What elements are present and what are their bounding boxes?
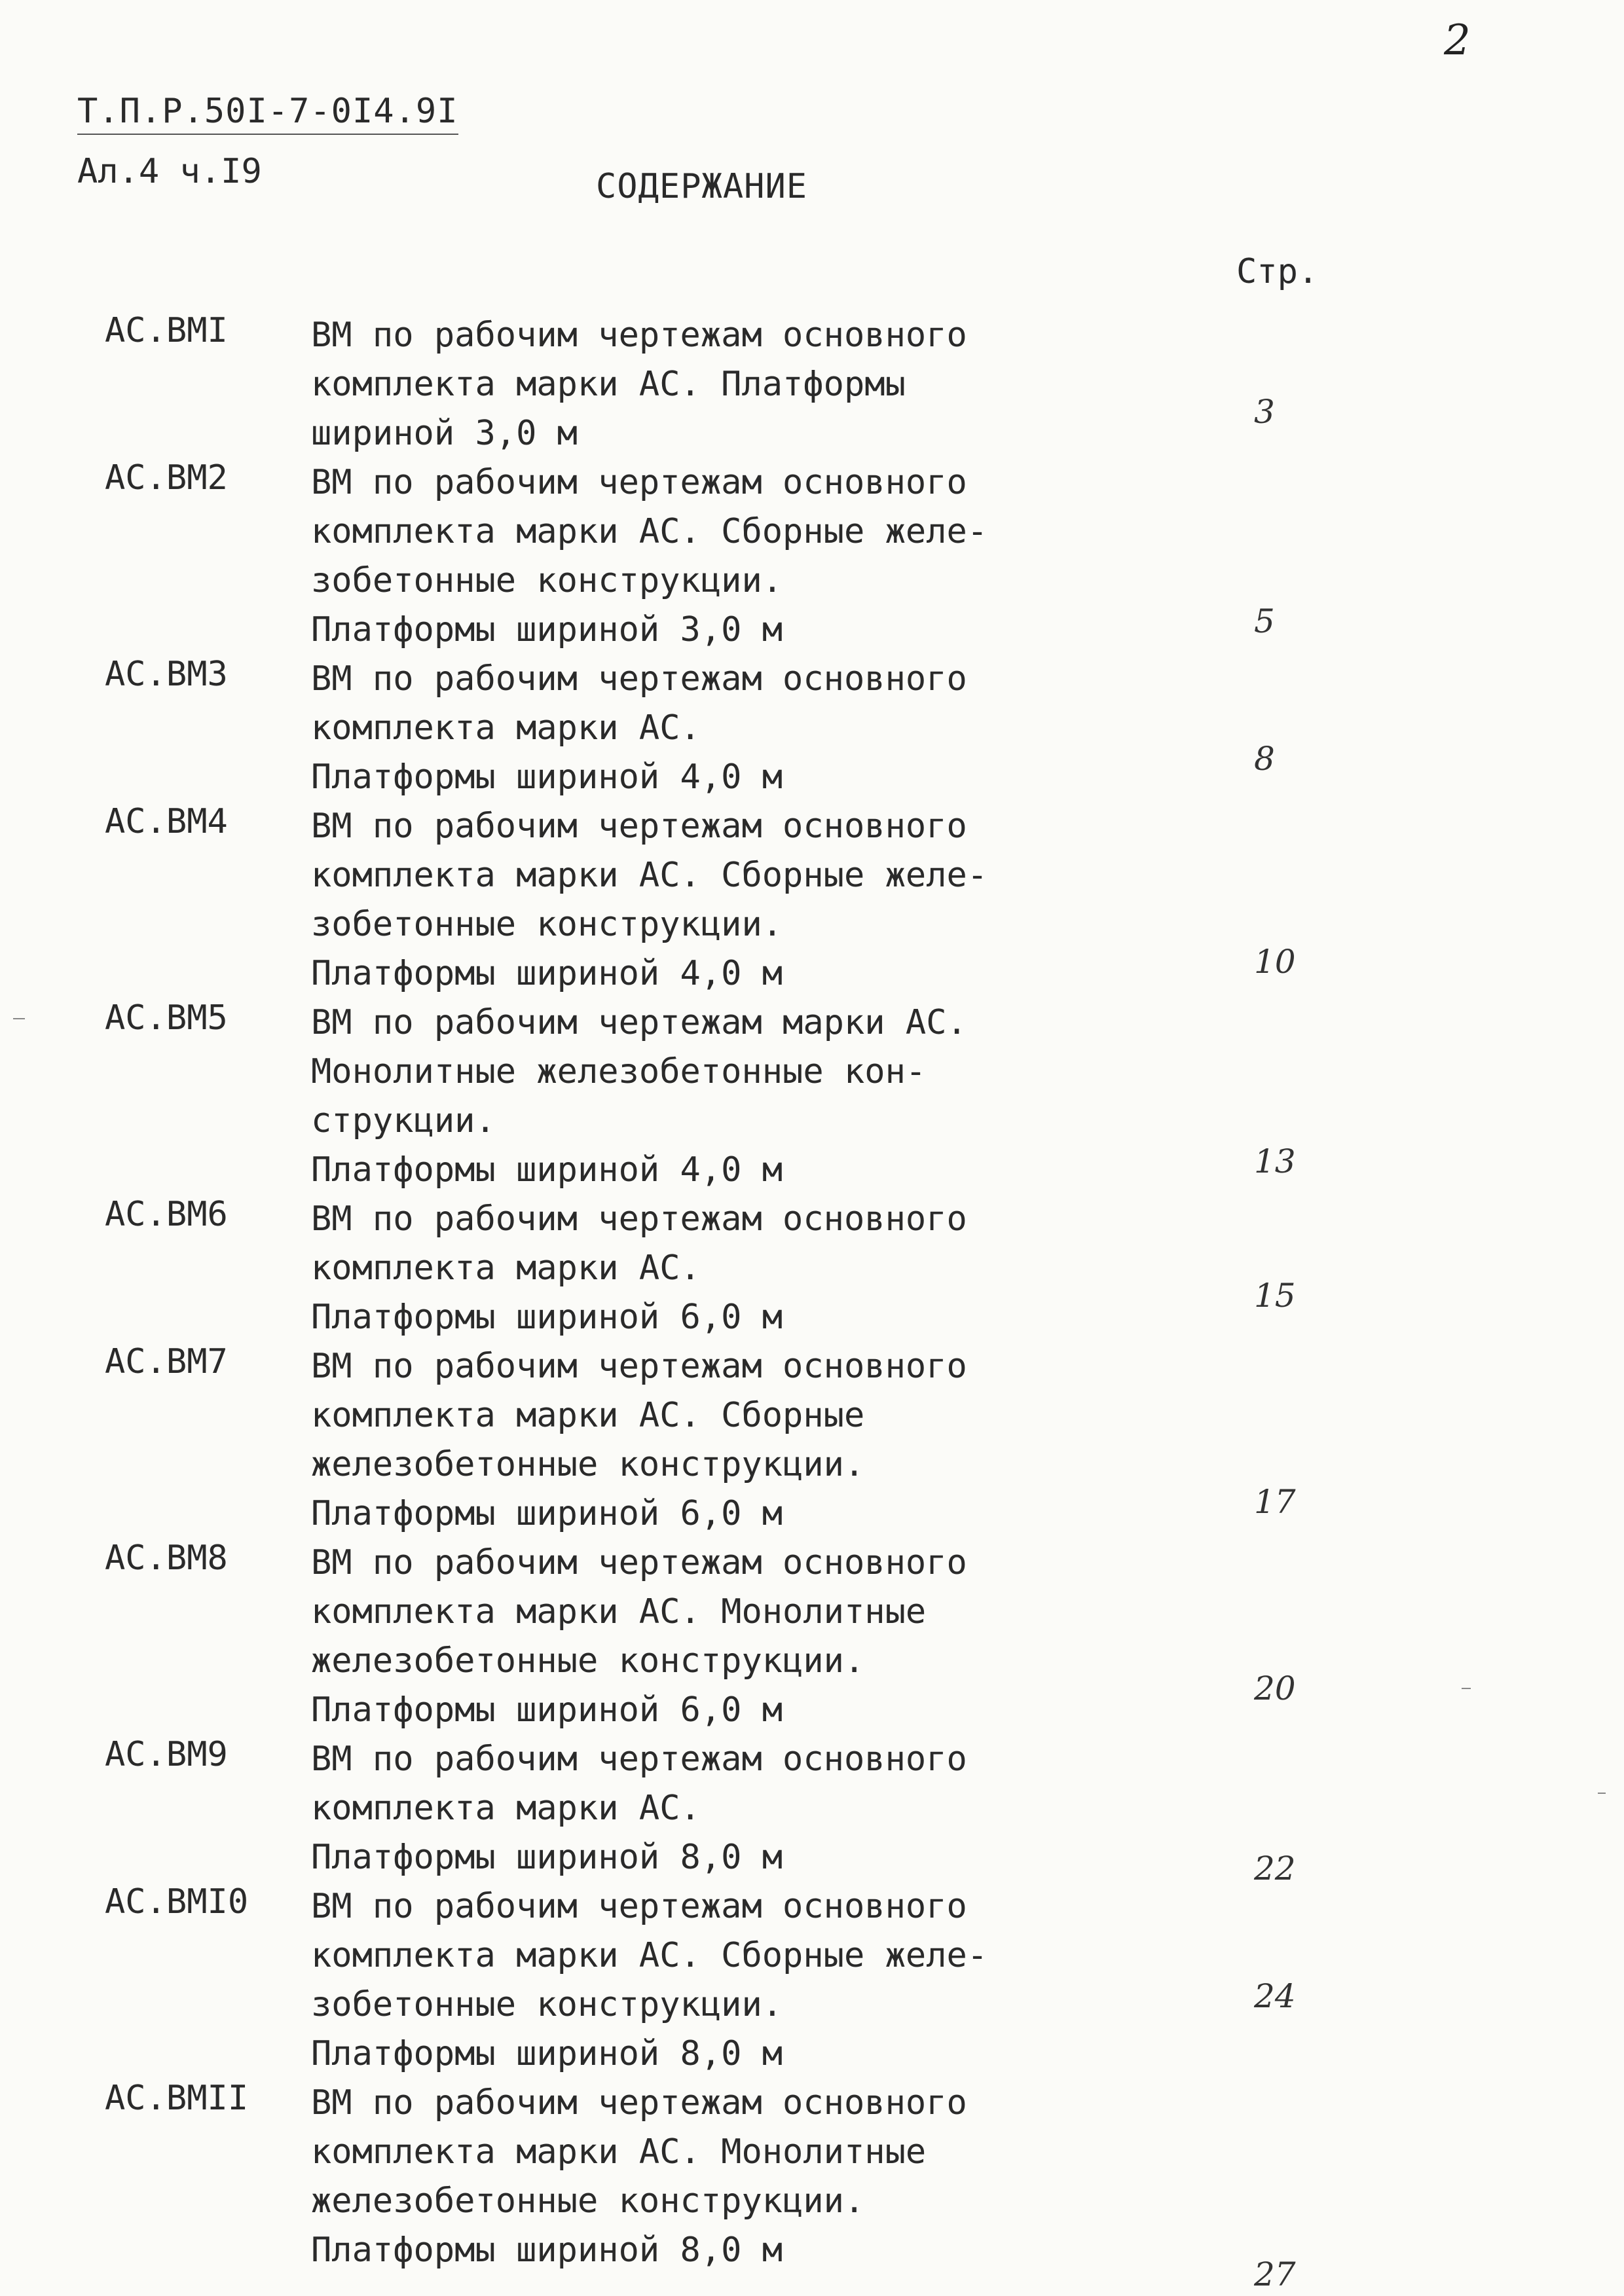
entry-description: [311, 802, 987, 998]
entry-page-number: 10: [1254, 943, 1296, 981]
description-line: ВМ по рабочим чертежам основного: [311, 1199, 967, 1239]
entry-code: АС.ВМ8: [105, 1539, 228, 1578]
entry-page-number: 8: [1254, 740, 1275, 778]
description-line: Платформы шириной 6,0 м: [311, 1298, 783, 1337]
entry-code: АС.ВМ7: [105, 1342, 228, 1381]
description-line: комплекта марки АС. Монолитные: [311, 2132, 927, 2172]
description-line: Платформы шириной 4,0 м: [311, 757, 783, 797]
entry-description: [311, 655, 967, 802]
entry-code: АС.ВМ3: [105, 655, 228, 694]
entry-page-number: 20: [1254, 1669, 1296, 1707]
entry-code: АС.ВМI0: [105, 1882, 249, 1922]
page-column-header: Стр.: [1236, 252, 1319, 291]
description-line: зобетонные конструкции.: [311, 905, 783, 944]
page-title: СОДЕРЖАНИЕ: [596, 167, 808, 206]
description-line: комплекта марки АС.: [311, 1789, 701, 1828]
description-line: зобетонные конструкции.: [311, 1985, 783, 2024]
description-line: комплекта марки АС.: [311, 1248, 701, 1288]
entry-description: [311, 1882, 987, 2079]
entry-code: АС.ВМ2: [105, 458, 228, 498]
description-line: ВМ по рабочим чертежам основного: [311, 463, 967, 502]
scan-speck: [13, 1018, 25, 1019]
entry-page-number: 24: [1254, 1977, 1296, 2015]
description-line: ВМ по рабочим чертежам основного: [311, 316, 967, 355]
entry-page-number: 3: [1254, 393, 1275, 431]
description-line: комплекта марки АС. Сборные: [311, 1396, 865, 1435]
scan-speck: [1598, 1793, 1606, 1794]
entry-description: [311, 998, 967, 1195]
entry-code: АС.ВМ9: [105, 1735, 228, 1774]
entry-code: АС.ВМ6: [105, 1195, 228, 1234]
description-line: ВМ по рабочим чертежам марки АС.: [311, 1003, 967, 1042]
document-code: Т.П.Р.50I-7-0I4.9I: [77, 92, 458, 135]
description-line: ВМ по рабочим чертежам основного: [311, 659, 967, 699]
description-line: железобетонные конструкции.: [311, 1445, 865, 1484]
entry-description: [311, 311, 967, 458]
description-line: Платформы шириной 8,0 м: [311, 2231, 783, 2270]
description-line: ВМ по рабочим чертежам основного: [311, 807, 967, 846]
description-line: ВМ по рабочим чертежам основного: [311, 2083, 967, 2123]
description-line: Платформы шириной 6,0 м: [311, 1494, 783, 1533]
entry-page-number: 22: [1254, 1850, 1296, 1887]
entry-code: АС.ВМ5: [105, 998, 228, 1038]
entry-description: [311, 1539, 967, 1735]
scan-speck: [1462, 1688, 1471, 1689]
entry-description: [311, 1735, 967, 1882]
description-line: комплекта марки АС.: [311, 708, 701, 748]
entry-page-number: 17: [1254, 1483, 1296, 1521]
description-line: Платформы шириной 8,0 м: [311, 2034, 783, 2073]
description-line: ВМ по рабочим чертежам основного: [311, 1347, 967, 1386]
description-line: комплекта марки АС. Сборные желе-: [311, 1936, 988, 1975]
description-line: комплекта марки АС. Сборные желе-: [311, 856, 988, 895]
description-line: Платформы шириной 4,0 м: [311, 1150, 783, 1190]
description-line: ВМ по рабочим чертежам основного: [311, 1543, 967, 1582]
description-line: Платформы шириной 4,0 м: [311, 954, 783, 993]
description-line: комплекта марки АС. Платформы: [311, 365, 906, 404]
album-reference: Ал.4 ч.I9: [77, 152, 262, 191]
description-line: железобетонные конструкции.: [311, 2181, 865, 2221]
entry-description: [311, 1195, 967, 1342]
entry-description: [311, 1342, 967, 1539]
description-line: ВМ по рабочим чертежам основного: [311, 1887, 967, 1926]
description-line: железобетонные конструкции.: [311, 1641, 865, 1681]
entry-description: [311, 2079, 967, 2275]
description-line: Монолитные железобетонные кон-: [311, 1052, 927, 1091]
description-line: шириной 3,0 м: [311, 414, 578, 453]
entry-page-number: 5: [1254, 602, 1275, 640]
description-line: зобетонные конструкции.: [311, 561, 783, 600]
description-line: Платформы шириной 8,0 м: [311, 1838, 783, 1877]
page-number: 2: [1444, 16, 1471, 65]
entry-code: АС.ВМII: [105, 2079, 249, 2118]
description-line: ВМ по рабочим чертежам основного: [311, 1740, 967, 1779]
entry-page-number: 13: [1254, 1142, 1296, 1180]
description-line: комплекта марки АС. Монолитные: [311, 1592, 927, 1631]
entry-page-number: 27: [1254, 2255, 1296, 2293]
entry-description: [311, 458, 987, 655]
entry-code: АС.ВМ4: [105, 802, 228, 841]
description-line: комплекта марки АС. Сборные желе-: [311, 512, 988, 551]
description-line: струкции.: [311, 1101, 496, 1140]
entry-page-number: 15: [1254, 1277, 1296, 1315]
description-line: Платформы шириной 6,0 м: [311, 1690, 783, 1730]
entry-code: АС.ВМI: [105, 311, 228, 350]
description-line: Платформы шириной 3,0 м: [311, 610, 783, 649]
